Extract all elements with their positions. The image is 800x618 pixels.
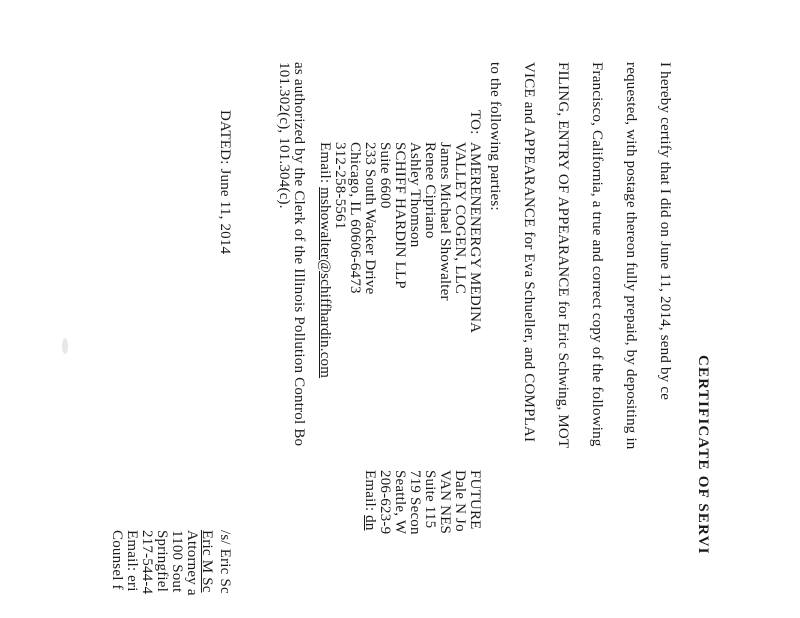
signature-block-line-6: Email: eri: [124, 530, 140, 592]
body-line-3: Francisco, California, a true and correct copy of the following: [589, 62, 605, 447]
recipient-right-line-6: Seattle, W: [392, 470, 408, 535]
recipient-right-email-link[interactable]: dn: [362, 515, 378, 531]
recipient-right-line-7: 206-623-9: [377, 470, 393, 535]
signature-block-line-1: Eric M Sc: [199, 530, 215, 593]
signature-block-line-4: Springfiel: [154, 530, 170, 592]
email-prefix: Email:: [317, 142, 333, 188]
recipient-right-line-2: Dale N Jo: [452, 470, 468, 532]
recipient-right-line-1: FUTURE: [467, 470, 483, 530]
signature-block-line-7: Counsel f: [109, 530, 125, 590]
recipient-left-line-8: 233 South Wacker Drive: [362, 142, 378, 295]
email-prefix: Email:: [362, 470, 378, 516]
recipient-left-line-10: 312-258-5561: [332, 142, 348, 230]
to-label: TO:: [467, 110, 483, 135]
body-line-4: FILING, ENTRY OF APPEARANCE for Eric Schwing, MOT: [555, 62, 571, 449]
dated-line: DATED: June 11, 2014: [217, 110, 233, 255]
body-line-1: I hereby certify that I did on June 11, 2014, send by ce: [657, 62, 673, 401]
document-title: CERTIFICATE OF SERVI: [695, 355, 711, 555]
recipient-left-line-2: VALLEY COGEN, LLC: [452, 142, 468, 295]
recipient-left-email-line: [317, 142, 332, 378]
authorized-line-2: 101.302(c), 101.304(c).: [276, 62, 292, 209]
recipient-right-line-4: Suite 115: [422, 470, 438, 529]
recipient-left-line-4: Renee Cipriano: [422, 142, 438, 239]
recipient-left-line-6: SCHIFF HARDIN LLP: [392, 142, 408, 289]
recipient-left-line-3: James Michael Showalter: [437, 142, 453, 301]
authorized-line-1: as authorized by the Clerk of the Illinois Pollution Control Bo: [291, 62, 307, 447]
scan-smudge: [62, 338, 68, 354]
signature-block-line-5: 217-544-4: [139, 530, 155, 595]
recipient-left-line-1: AMERENENERGY MEDINA: [467, 142, 483, 334]
recipient-left-line-7: Suite 6600: [377, 142, 393, 209]
body-line-2: requested, with postage thereon fully prepaid, by depositing in: [623, 62, 639, 450]
recipient-left-line-9: Chicago, IL 60606-6473: [347, 142, 363, 294]
recipient-left-email-link[interactable]: mshowalter@schiffhardin.com: [317, 187, 333, 379]
signature-block-line-3: 1100 Sout: [169, 530, 185, 593]
recipient-right-line-3: VAN NES: [437, 470, 453, 535]
recipient-right-line-5: 719 Secon: [407, 470, 423, 535]
body-line-6: to the following parties:: [487, 62, 503, 211]
body-line-5: VICE and APPEARANCE for Eva Schueller, and COMPLAI: [521, 62, 537, 443]
signature-line: /s/ Eric Sc: [217, 530, 233, 594]
recipient-right-email-line: [362, 470, 377, 531]
signature-block-line-2: Attorney a: [184, 530, 200, 596]
recipient-left-line-5: Ashley Thomson: [407, 142, 423, 248]
